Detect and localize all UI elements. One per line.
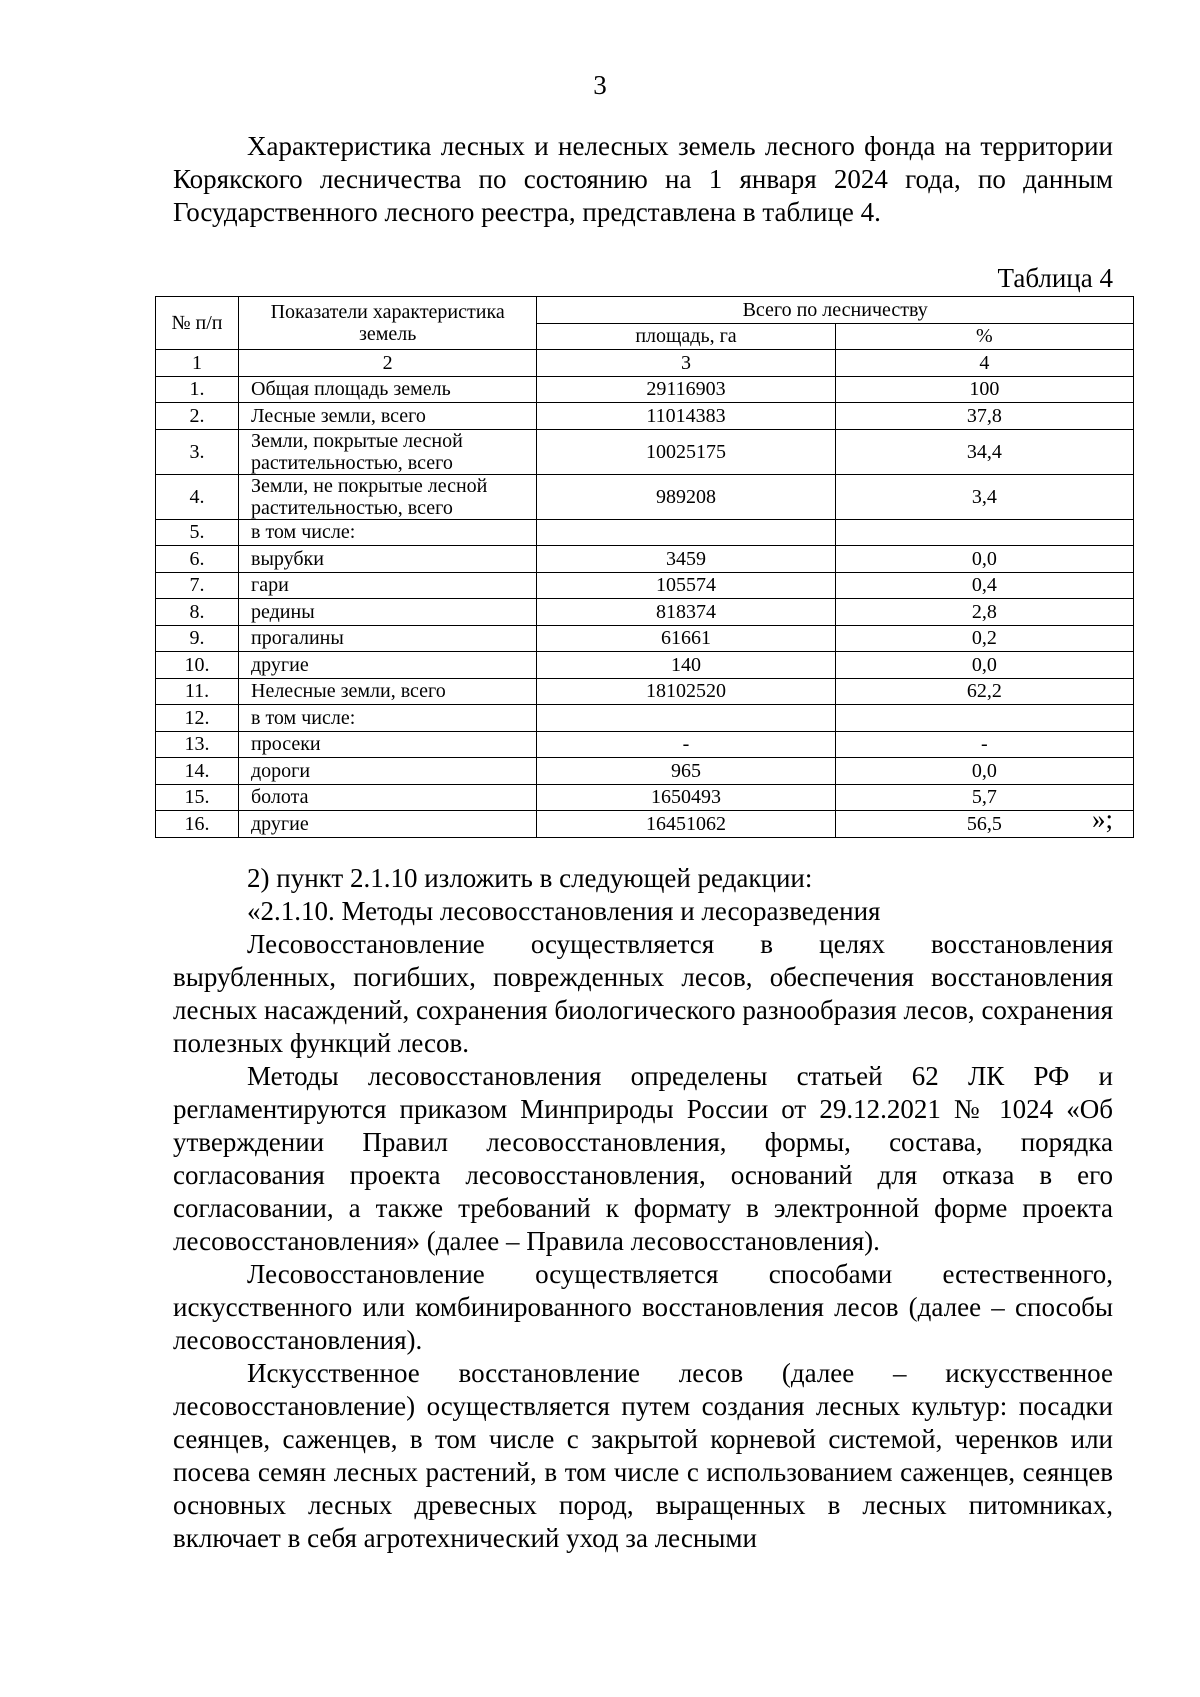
table-row: [156, 784, 1134, 811]
table-body: [156, 376, 1134, 837]
row-area-cell: -: [537, 731, 835, 758]
table-row: [156, 429, 1134, 474]
table-row: [156, 652, 1134, 679]
row-label-cell: Лесные земли, всего: [239, 403, 537, 430]
col-number-1: 1: [156, 350, 239, 377]
row-area-cell: 3459: [537, 546, 835, 573]
row-label-cell: просеки: [239, 731, 537, 758]
row-percent-cell: [835, 519, 1133, 546]
row-number-cell: 16.: [156, 811, 239, 838]
row-number-cell: 15.: [156, 784, 239, 811]
row-area-cell: 16451062: [537, 811, 835, 838]
col-number-2: 2: [239, 350, 537, 377]
table-header-row-1: [156, 297, 1134, 324]
row-number-cell: 12.: [156, 705, 239, 732]
row-area-cell: 18102520: [537, 678, 835, 705]
table-row: [156, 705, 1134, 732]
table-row: [156, 546, 1134, 573]
table-row: [156, 403, 1134, 430]
header-num: № п/п: [156, 297, 239, 350]
row-area-cell: 61661: [537, 625, 835, 652]
row-label-cell: другие: [239, 652, 537, 679]
row-area-cell: 965: [537, 758, 835, 785]
row-label-cell: редины: [239, 599, 537, 626]
row-percent-cell: 0,2: [835, 625, 1133, 652]
row-area-cell: [537, 519, 835, 546]
row-percent-cell: 0,0: [835, 758, 1133, 785]
table-row: [156, 625, 1134, 652]
closing-quote-mark: »;: [1091, 804, 1113, 834]
header-total-group: Всего по лесничеству: [537, 297, 1134, 324]
row-number-cell: 14.: [156, 758, 239, 785]
row-label-cell: в том числе:: [239, 519, 537, 546]
row-label-cell: болота: [239, 784, 537, 811]
row-percent-cell: [835, 705, 1133, 732]
row-label-cell: дороги: [239, 758, 537, 785]
row-percent-cell: 0,0: [835, 652, 1133, 679]
header-area: площадь, га: [537, 323, 835, 350]
table-row: [156, 678, 1134, 705]
row-label-cell: Общая площадь земель: [239, 376, 537, 403]
paragraph-artificial-reforestation: Искусственное восстановление лесов (далее – искусственное лесовосстановление) осуществляется путем создания лесных культур: посадки сеянцев, саженцев, в том числе с закрытой корневой системой, черенков или посева семян лесных растений, в том числе с использованием саженцев, сеянцев основных лесных древесных пород, выращенных в лесных питомниках, включает в себя агротехнический уход за лесными: [173, 1358, 1113, 1553]
row-number-cell: 7.: [156, 572, 239, 599]
page-number: 3: [593, 70, 607, 100]
table-caption: Таблица 4: [997, 263, 1113, 293]
row-percent-cell: 34,4: [835, 429, 1133, 474]
table-row: [156, 474, 1134, 519]
row-percent-cell: 0,4: [835, 572, 1133, 599]
row-number-cell: 6.: [156, 546, 239, 573]
row-label-cell: в том числе:: [239, 705, 537, 732]
row-percent-cell: 5,7: [835, 784, 1133, 811]
row-area-cell: 989208: [537, 474, 835, 519]
row-label-cell: гари: [239, 572, 537, 599]
land-characteristics-table: [155, 296, 1134, 838]
row-label-cell: Земли, не покрытые лесной растительностью, всего: [239, 474, 537, 519]
row-percent-cell: 3,4: [835, 474, 1133, 519]
table-row: [156, 519, 1134, 546]
row-label-cell: вырубки: [239, 546, 537, 573]
row-number-cell: 4.: [156, 474, 239, 519]
table-row: [156, 376, 1134, 403]
row-percent-cell: -: [835, 731, 1133, 758]
row-area-cell: [537, 705, 835, 732]
col-number-4: 4: [835, 350, 1133, 377]
row-number-cell: 2.: [156, 403, 239, 430]
intro-block: [173, 130, 1113, 229]
header-indicator: Показатели характеристика земель: [239, 297, 537, 350]
row-label-cell: Земли, покрытые лесной растительностью, всего: [239, 429, 537, 474]
row-percent-cell: 56,5: [835, 811, 1133, 838]
row-percent-cell: 0,0: [835, 546, 1133, 573]
row-percent-cell: 62,2: [835, 678, 1133, 705]
row-area-cell: 29116903: [537, 376, 835, 403]
row-label-cell: Нелесные земли, всего: [239, 678, 537, 705]
row-percent-cell: 100: [835, 376, 1133, 403]
table-row: [156, 731, 1134, 758]
table-row: [156, 572, 1134, 599]
row-number-cell: 8.: [156, 599, 239, 626]
row-area-cell: 105574: [537, 572, 835, 599]
intro-paragraph: Характеристика лесных и нелесных земель лесного фонда на территории Корякского лесничества по состоянию на 1 января 2024 года, по данным Государственного лесного реестра, представлена в таблице 4.: [173, 131, 1113, 227]
row-number-cell: 1.: [156, 376, 239, 403]
table-row: [156, 599, 1134, 626]
table-row: [156, 811, 1134, 838]
body-text-block: [173, 862, 1113, 1555]
row-area-cell: 1650493: [537, 784, 835, 811]
table-column-numbers-row: [156, 350, 1134, 377]
paragraph-reforestation-purpose: Лесовосстановление осуществляется в целях восстановления вырубленных, погибших, поврежденных лесов, обеспечения восстановления лесных насаждений, сохранения биологического разнообразия лесов, сохранения полезных функций лесов.: [173, 929, 1113, 1058]
col-number-3: 3: [537, 350, 835, 377]
row-area-cell: 11014383: [537, 403, 835, 430]
table-row: [156, 758, 1134, 785]
row-area-cell: 10025175: [537, 429, 835, 474]
paragraph-amendment-item: 2) пункт 2.1.10 изложить в следующей редакции:: [247, 863, 813, 893]
row-number-cell: 13.: [156, 731, 239, 758]
paragraph-reforestation-types: Лесовосстановление осуществляется способами естественного, искусственного или комбинированного восстановления лесов (далее – способы лесовосстановления).: [173, 1259, 1113, 1355]
row-number-cell: 10.: [156, 652, 239, 679]
header-percent: %: [835, 323, 1133, 350]
row-number-cell: 9.: [156, 625, 239, 652]
paragraph-section-heading: «2.1.10. Методы лесовосстановления и лесоразведения: [247, 896, 881, 926]
paragraph-reforestation-methods: Методы лесовосстановления определены статьей 62 ЛК РФ и регламентируются приказом Минприроды России от 29.12.2021 № 1024 «Об утверждении Правил лесовосстановления, формы, состава, порядка согласования проекта лесовосстановления, оснований для отказа в его согласовании, а также требований к формату в электронной форме проекта лесовосстановления» (далее – Правила лесовосстановления).: [173, 1061, 1113, 1256]
row-percent-cell: 2,8: [835, 599, 1133, 626]
row-number-cell: 3.: [156, 429, 239, 474]
row-number-cell: 5.: [156, 519, 239, 546]
row-percent-cell: 37,8: [835, 403, 1133, 430]
row-label-cell: прогалины: [239, 625, 537, 652]
row-label-cell: другие: [239, 811, 537, 838]
row-number-cell: 11.: [156, 678, 239, 705]
row-area-cell: 818374: [537, 599, 835, 626]
row-area-cell: 140: [537, 652, 835, 679]
